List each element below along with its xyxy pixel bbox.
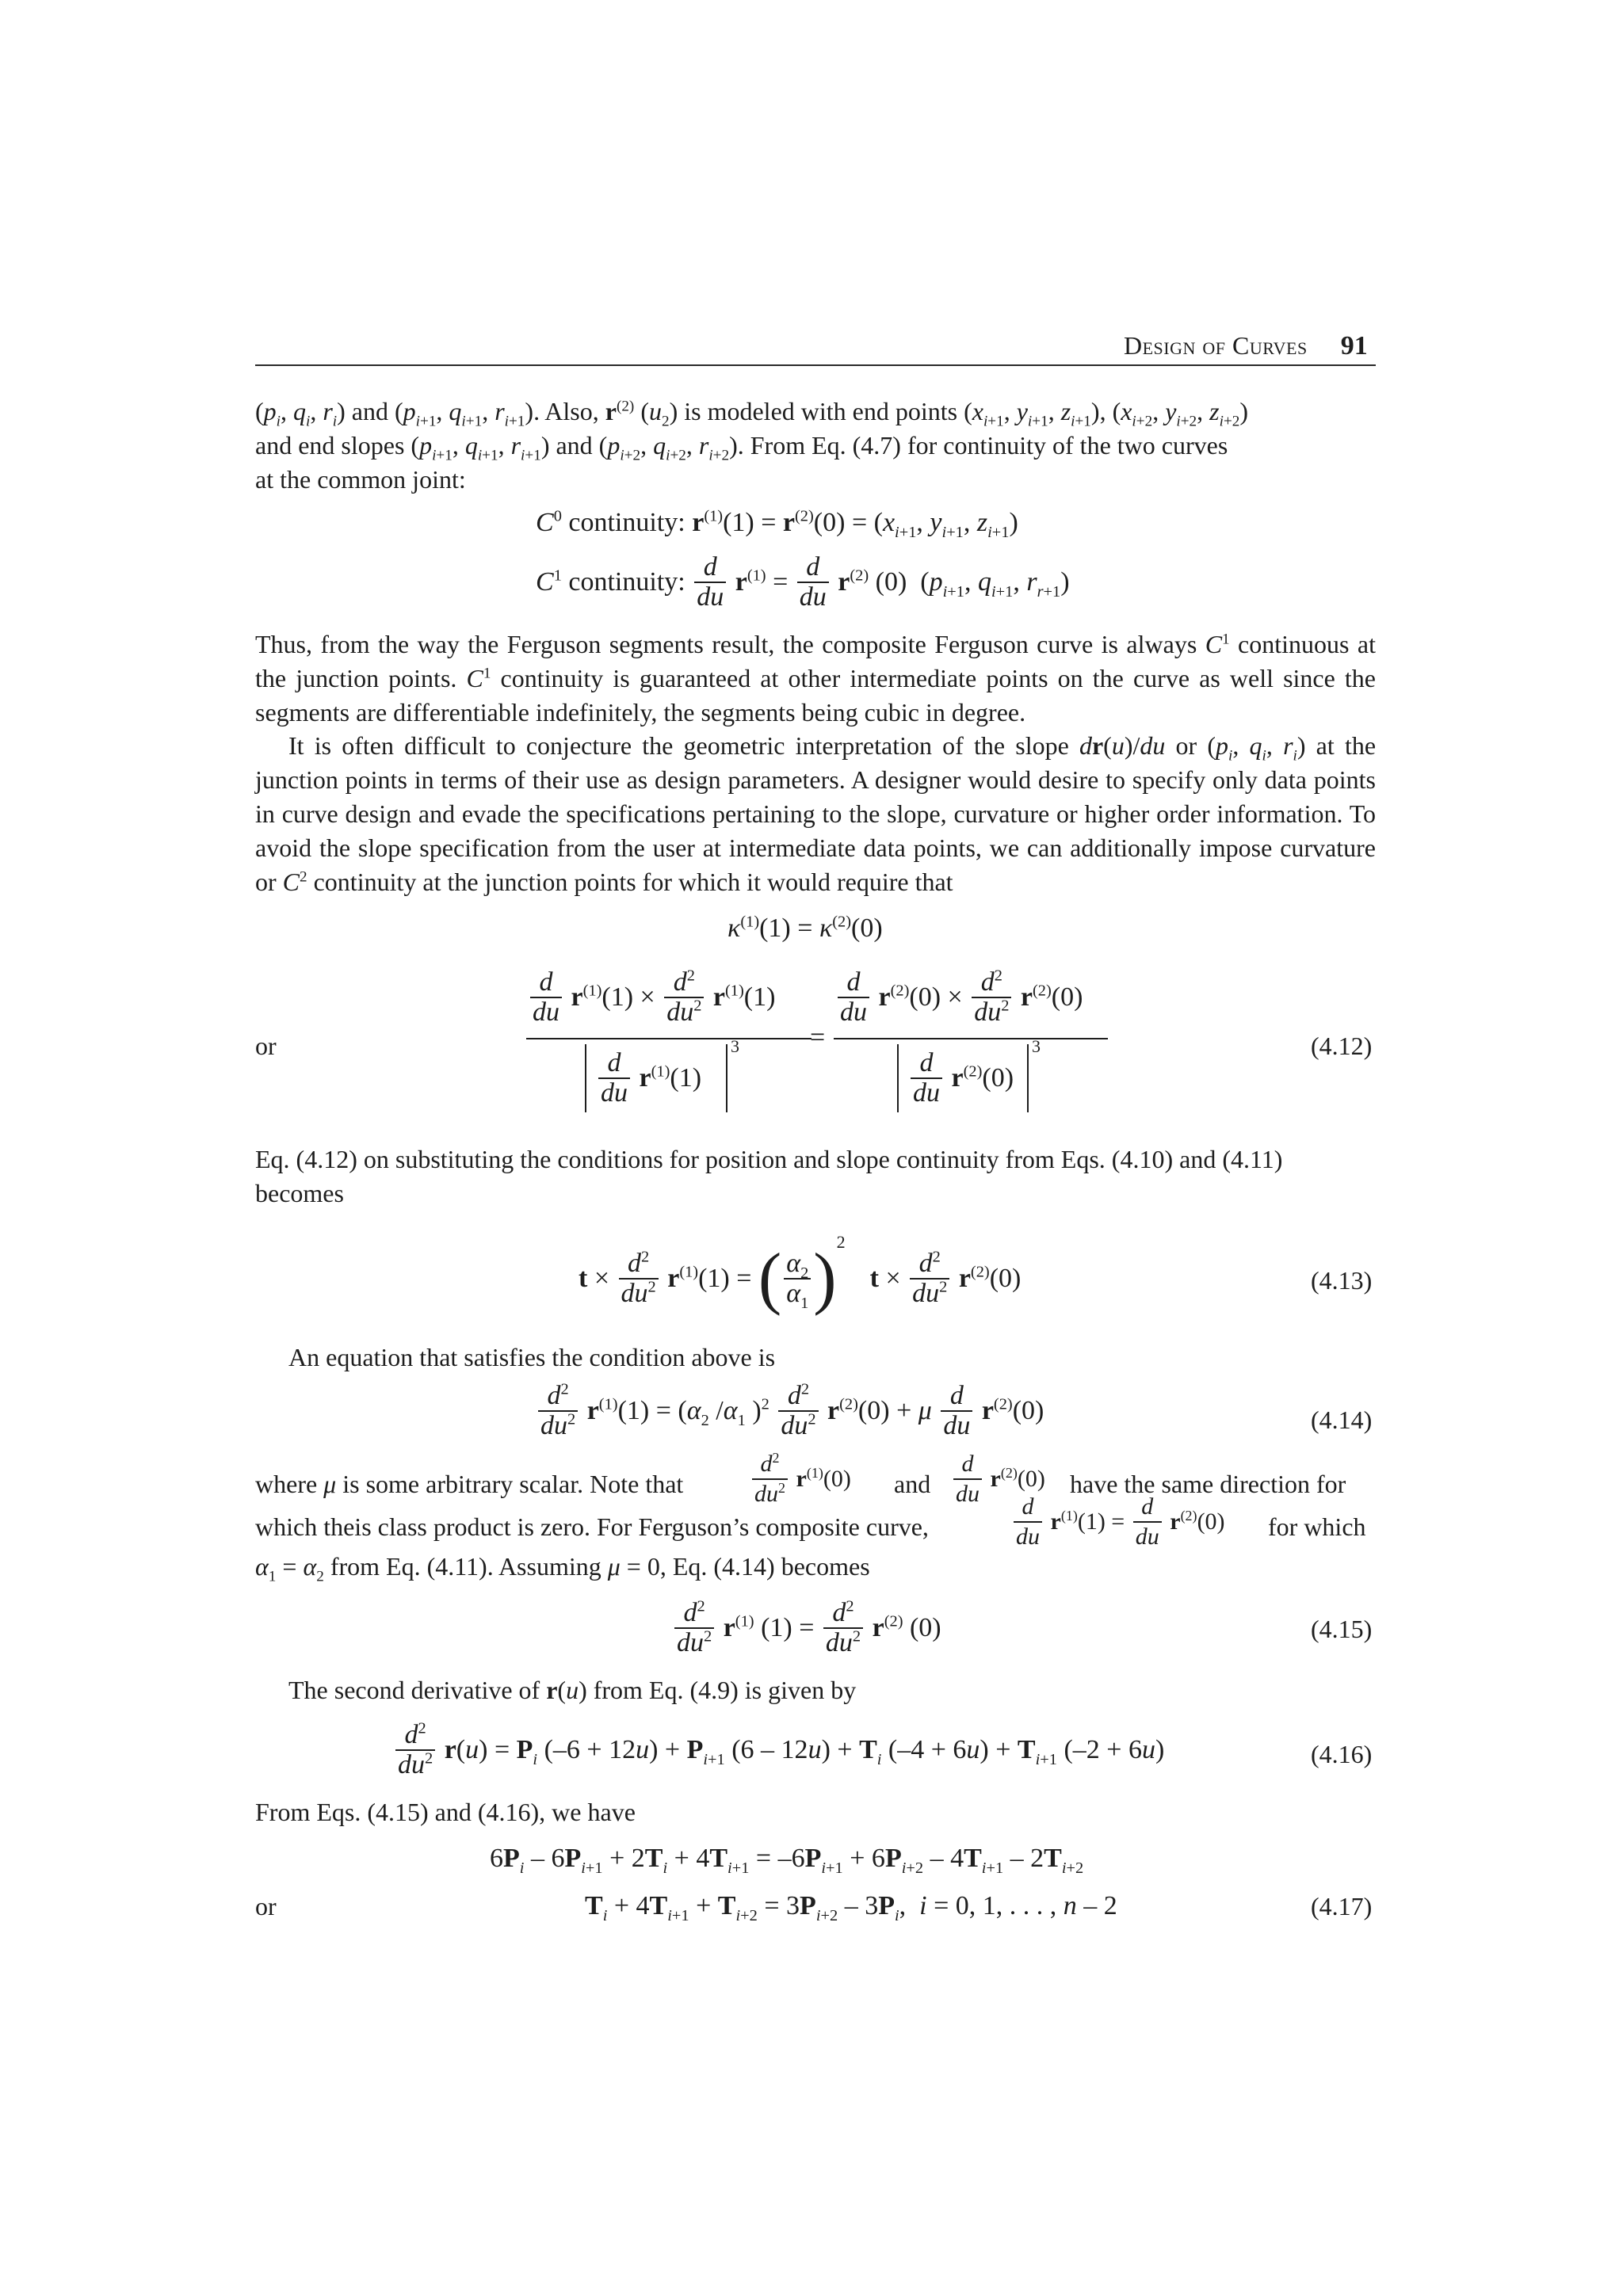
paragraph-6-inline-second-derivative: $\frac{d^2}{du^2}$ $r^{(1)}(0)$ <box>750 1450 851 1508</box>
eq412-left-fraction-bar <box>526 1038 812 1039</box>
paragraph-3: It is often difficult to conjecture the geometric interpretation of the slope dr(u)/du or ($p_i$, $q_i$, $r_i$) at the junction points in terms of their use as design parameters. A designer would desire to specify only data points in curve design and evade the specifications pertaining to the slope, curvature or higher order information. To avoid the slope specification from the user at intermediate data points, we can additionally impose curvature or $C^2$ continuity at the junction points for which it would require that <box>255 731 1377 896</box>
equation-4-12-number: (4.12) <box>1311 1032 1373 1060</box>
eq412-right-denominator: $\frac{d}{du}$ $r^{(2)}(0)$ <box>908 1049 1014 1108</box>
paragraph-6-line-3: $\alpha_1 = \alpha_2$ from Eq. (4.11). Assuming μ = 0, Eq. (4.14) becomes <box>255 1552 870 1585</box>
equation-c0-continuity: $C^0$ continuity: $r^{(1)}(1) = r^{(2)}(0) = (x_{i+1}$, $y_{i+1}$, $z_{i+1}$) <box>536 507 1018 541</box>
paragraph-5-text: An equation that satisfies the condition above is <box>288 1343 776 1371</box>
paragraph-4 <box>255 1142 1376 1211</box>
eq412-left-power: 3 <box>731 1036 739 1056</box>
paragraph-8 <box>255 1795 1376 1829</box>
paragraph-6-inline-first-derivative: $\frac{d}{du}$ $r^{(2)}(0)$ <box>951 1450 1045 1508</box>
eq412-equals: = <box>810 1023 826 1052</box>
page-number: 91 <box>1340 331 1368 360</box>
equation-4-15: $\frac{d^2}{du^2}$ $r^{(1)}$ (1) = $\frac{d^2}{du^2}$ $r^{(2)}$ (0) <box>672 1599 941 1657</box>
paragraph-4-line-1: Eq. (4.12) on substituting the conditions for position and slope continuity from Eqs. (4.10) and (4.11) <box>255 1145 1283 1173</box>
equation-4-13: t × $\frac{d^2}{du^2}$ $r^{(1)}(1)$ = ( $\frac{\alpha_2}{\alpha_1}$ )$^2$ t × $\frac{d^2}{du^2}$ $r^{(2)}(0)$ <box>579 1232 1022 1317</box>
eq412-right-abs-open <box>897 1044 899 1112</box>
paragraph-2: Thus, from the way the Ferguson segments result, the composite Ferguson curve is always $C^1$ continuous at the junction points. $C^1$ continuity is guaranteed at other intermediate points on the curve as well since the segments are differentiable indefinitely, the segments being cubic in degree. <box>255 630 1377 727</box>
paragraph-1-line-1: ($p_i$, $q_i$, $r_i$) and ($p_{i+1}$, $q_{i+1}$, $r_{i+1}$). Also, $r^{(2)}$ $(u_2)$ is modeled with end points ($x_{i+1}$, $y_{i+1}$, $z_{i+1}$), ($x_{i+2}$, $y_{i+2}$, $z_{i+2}$) <box>255 397 1249 430</box>
paragraph-6-line-1a: where μ is some arbitrary scalar. Note that <box>255 1470 684 1498</box>
eq412-left-abs-close <box>726 1044 727 1112</box>
equation-4-17-number: (4.17) <box>1311 1892 1373 1920</box>
paragraph-4-line-2: becomes <box>255 1179 344 1207</box>
paragraph-6-line-2a: which theis class product is zero. For Ferguson’s composite curve, <box>255 1512 929 1541</box>
eq412-left-denominator: $\frac{d}{du}$ $r^{(1)}(1)$ <box>596 1049 701 1108</box>
paragraph-6-and: and <box>894 1470 931 1498</box>
paragraph-1 <box>255 395 1376 497</box>
eq412-left-numerator: $\frac{d}{du}$ $r^{(1)}(1)$ × $\frac{d^2}{du^2}$ $r^{(1)}(1)$ <box>528 968 775 1027</box>
eq412-left-abs-open <box>585 1044 586 1112</box>
equation-c1-continuity: $C^1$ continuity: $\frac{d}{du}$ $r^{(1)}$ = $\frac{d}{du}$ $r^{(2)}$ (0) ($p_{i+1}$, $q_{i+1}$, $r_{r+1}$) <box>536 552 1070 612</box>
equation-4-17-line-1: $6P_i - 6P_{i+1} + 2T_i + 4T_{i+1} = -6P_{i+1} + 6P_{i+2} - 4T_{i+1} - 2T_{i+2}$ <box>490 1844 1084 1877</box>
eq412-right-power: 3 <box>1032 1036 1041 1056</box>
equation-4-14: $\frac{d^2}{du^2}$ $r^{(1)}(1) = (\alpha_2$ $/\alpha_1$ )$^2$ $\frac{d^2}{du^2}$ $r^{(2)}(0) + \mu$ $\frac{d}{du}$ $r^{(2)}(0)$ <box>536 1382 1044 1440</box>
eq412-right-numerator: $\frac{d}{du}$ $r^{(2)}(0)$ × $\frac{d^2}{du^2}$ $r^{(2)}(0)$ <box>835 968 1083 1027</box>
equation-4-13-number: (4.13) <box>1311 1266 1373 1295</box>
paragraph-5 <box>255 1341 1376 1375</box>
equation-4-16-number: (4.16) <box>1311 1740 1373 1768</box>
running-header <box>1124 331 1368 361</box>
equation-4-17-line-2: $T_i + 4T_{i+1} + T_{i+2} = 3P_{i+2} - 3P_i$, i = 0, 1, . . . , n – 2 <box>585 1891 1117 1924</box>
paragraph-6-line-1c: have the same direction for <box>1070 1470 1346 1498</box>
paragraph-6-line-2b: for which <box>1268 1512 1366 1541</box>
paragraph-6-inline-slope-equality: $\frac{d}{du}$ $r^{(1)}(1)$ = $\frac{d}{du}$ $r^{(2)}(0)$ <box>1011 1493 1225 1551</box>
header-rule <box>255 364 1376 366</box>
equation-4-16: $\frac{d^2}{du^2}$ $r(u) = P_i$ $(-6 + 12u) + P_{i+1}$ $(6 - 12u) + T_i$ $(-4 + 6u) + T_{i+1}$ (–2 + 6u) <box>393 1721 1164 1779</box>
paragraph-1-line-3: at the common joint: <box>255 465 466 494</box>
header-title: Design of Curves <box>1124 331 1308 360</box>
paragraph-1-line-2: and end slopes ($p_{i+1}$, $q_{i+1}$, $r_{i+1}$) and ($p_{i+2}$, $q_{i+2}$, $r_{i+2}$). From Eq. (4.7) for continuity of the two curves <box>255 431 1228 464</box>
eq412-right-fraction-bar <box>834 1038 1108 1039</box>
equation-4-12-prefix: or <box>255 1032 277 1060</box>
equation-4-14-number: (4.14) <box>1311 1405 1373 1434</box>
equation-4-17-prefix: or <box>255 1892 277 1920</box>
paragraph-7: The second derivative of r(u) from Eq. (4.9) is given by <box>288 1676 857 1704</box>
eq412-right-abs-close <box>1027 1044 1029 1112</box>
equation-4-15-number: (4.15) <box>1311 1615 1373 1643</box>
equation-curvature: $\kappa^{(1)}(1) = \kappa^{(2)}(0)$ <box>727 913 883 943</box>
paragraph-8-text: From Eqs. (4.15) and (4.16), we have <box>255 1798 636 1826</box>
